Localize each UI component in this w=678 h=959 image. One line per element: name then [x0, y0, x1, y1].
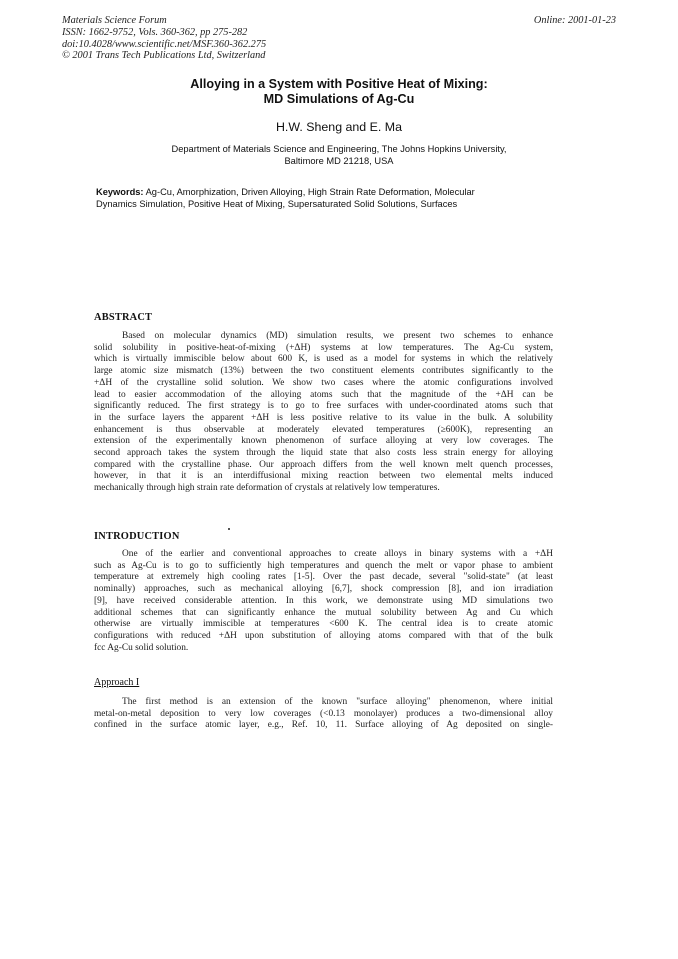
introduction-body: [94, 549, 553, 654]
title-line-1: Alloying in a System with Positive Heat of Mixing:: [190, 77, 488, 91]
scan-speck: [228, 528, 230, 530]
text-line: One of the earlier and conventional approaches to create alloys in binary systems with a +ΔH: [122, 549, 553, 559]
affiliation: [0, 144, 678, 167]
text-line: additional schemes that can significantly enhance the mutual solubility between Ag and Cu which: [94, 607, 553, 618]
introduction-heading: INTRODUCTION: [94, 531, 180, 542]
text-line: significantly reduced. The first strategy is to go to free surfaces with under-coordinated atoms such that: [94, 401, 553, 412]
text-line: however, in that it is an interdiffusional mixing reaction between two elemental melts induced: [94, 471, 553, 482]
text-line: temperature at extremely high cooling rates [1-5]. Over the past decade, several "solid-state" (at least: [94, 572, 553, 583]
copyright-line: © 2001 Trans Tech Publications Ltd, Switzerland: [62, 50, 266, 62]
text-line: such as Ag-Cu is to go to sufficiently high temperatures and quench the melt or vapor phase to ambient: [94, 560, 553, 571]
journal-name: Materials Science Forum: [62, 15, 167, 26]
approach-1-body: [94, 697, 553, 732]
affiliation-line-2: Baltimore MD 21218, USA: [284, 155, 394, 166]
text-line: in the surface layers the apparent +ΔH is less positive relative to its value in the bulk. A solubility: [94, 412, 553, 423]
affiliation-line-1: Department of Materials Science and Engineering, The Johns Hopkins University,: [171, 144, 507, 154]
text-line: solid solubility in positive-heat-of-mixing (+ΔH) systems at low temperatures. The Ag-Cu system,: [94, 342, 553, 353]
text-line: which is virtually immiscible below about 600 K, is used as a model for systems in which the relatively: [94, 354, 553, 365]
text-line: compared with the crystalline phase. Our approach differs from the well known melt quench processes,: [94, 459, 553, 470]
text-line: fcc Ag-Cu solid solution.: [94, 642, 189, 653]
abstract-body: [94, 331, 553, 495]
text-line: lead to easier accommodation of the alloying atoms such that the magnitude of the +ΔH can be: [94, 389, 553, 400]
text-line: configurations with reduced +ΔH upon substitution of alloying atoms compared with that of the bulk: [94, 630, 553, 641]
paper-title: [0, 77, 678, 107]
keywords-line-2: Dynamics Simulation, Positive Heat of Mixing, Supersaturated Solid Solutions, Surfaces: [96, 198, 458, 209]
text-line: metal-on-metal deposition to very low coverages (<0.13 monolayer) produces a two-dimensional alloy: [94, 708, 553, 719]
text-line: nominally) approaches, such as mechanical alloying [6,7], shock compression [8], and ion irradiation: [94, 584, 553, 595]
text-line: enhancement is thus observable at moderately elevated temperatures (≥600K), representing an: [94, 424, 553, 435]
text-line: Based on molecular dynamics (MD) simulation results, we present two schemes to enhance: [122, 331, 553, 341]
approach-1-heading: Approach I: [94, 677, 140, 688]
journal-header: [62, 15, 382, 62]
text-line: [9], have received considerable attention. In this work, we demonstrate using MD simulations two: [94, 595, 553, 606]
title-line-2: MD Simulations of Ag-Cu: [263, 92, 415, 106]
text-line: confined in the surface atomic layer, e.g., Ref. 10, 11. Surface alloying of Ag deposited on single-: [94, 720, 553, 731]
text-line: second approach takes the system through the liquid state that also costs less strain energy for alloying: [94, 448, 553, 459]
text-line: extension of the experimentally known phenomenon of surface alloying at very low coverages. The: [94, 436, 553, 447]
authors: H.W. Sheng and E. Ma: [275, 120, 403, 134]
text-line: large atomic size mismatch (13%) between the two constituent elements contributes significantly to the: [94, 366, 553, 377]
abstract-heading: ABSTRACT: [94, 312, 153, 323]
keywords-label: Keywords:: [96, 187, 144, 197]
text-line: The first method is an extension of the known "surface alloying" phenomenon, where initial: [122, 697, 553, 707]
text-line: +ΔH of the crystalline solid solution. We show two cases where the atomic configurations involved: [94, 377, 553, 388]
text-line: otherwise are virtually immiscible at temperatures <600 K. The central idea is to create atomic: [94, 619, 553, 630]
doi-line: doi:10.4028/www.scientific.net/MSF.360-362.275: [62, 38, 267, 50]
online-date: Online: 2001-01-23: [533, 15, 616, 26]
keywords-line-1: Ag-Cu, Amorphization, Driven Alloying, High Strain Rate Deformation, Molecular: [143, 187, 475, 197]
issn-line: ISSN: 1662-9752, Vols. 360-362, pp 275-282: [62, 26, 248, 38]
keywords: [96, 187, 596, 210]
text-line: mechanically through high strain rate deformation of crystals at relatively low temperatures.: [94, 483, 440, 494]
